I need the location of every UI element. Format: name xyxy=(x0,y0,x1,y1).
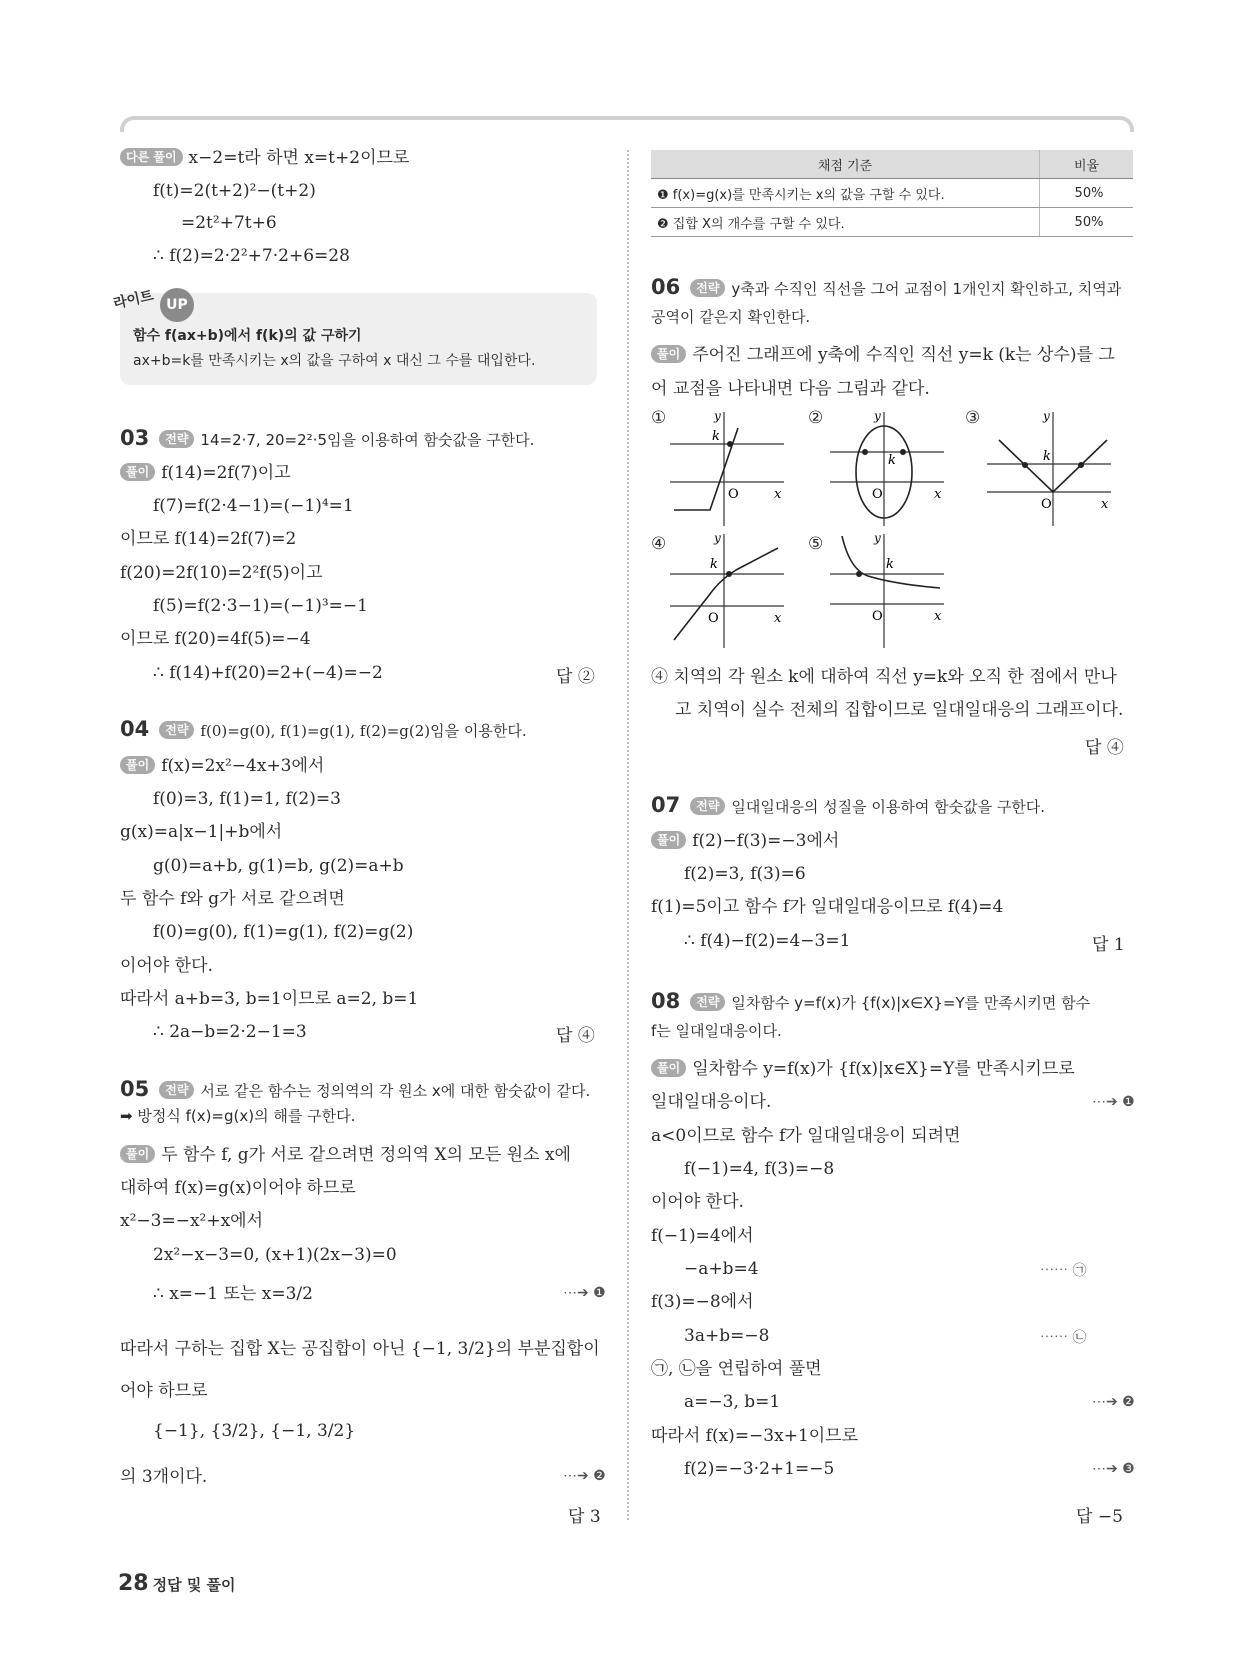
q05-line-2: 대하여 f(x)=g(x)이어야 하므로 xyxy=(120,1178,356,1198)
q08-line-2: 일대일대응이다. xyxy=(651,1092,772,1112)
k-label: k xyxy=(712,429,720,444)
graph-label-2: ② xyxy=(808,408,824,428)
q07-answer: 답 1 xyxy=(1092,935,1125,955)
q08-number: 08 xyxy=(651,989,681,1013)
column-divider xyxy=(627,150,629,1520)
q06-conclusion-1: ④ 치역의 각 원소 k에 대하여 직선 y=k와 오직 한 점에서 만나 xyxy=(651,667,1117,687)
q08-strategy-2: f는 일대일대응이다. xyxy=(651,1022,782,1040)
graph-label-1: ① xyxy=(651,408,667,428)
text: 주어진 그래프에 y축에 수직인 직선 y=k (k는 상수)를 그 xyxy=(692,345,1115,365)
graph-4 xyxy=(668,532,786,650)
k-label: k xyxy=(710,557,718,572)
step-marker-2: ⋯➔ ❷ xyxy=(563,1468,606,1484)
q03-answer: 답 ② xyxy=(556,667,595,687)
q04-line-7: 이어야 한다. xyxy=(120,956,213,976)
solution-badge: 풀이 xyxy=(651,345,686,363)
strategy-badge: 전략 xyxy=(690,993,725,1011)
q05-header xyxy=(120,1078,590,1102)
intersection-point xyxy=(862,449,868,455)
k-label: k xyxy=(1043,449,1051,464)
q06-line-1 xyxy=(651,344,1115,366)
table-row xyxy=(651,179,1133,208)
q08-line-3: a<0이므로 함수 f가 일대일대응이 되려면 xyxy=(651,1126,961,1146)
graph-1 xyxy=(668,410,786,528)
graph-2 xyxy=(828,410,946,528)
solution-badge: 풀이 xyxy=(651,831,686,849)
y-label: y xyxy=(714,410,721,423)
graph-3 xyxy=(985,410,1115,528)
origin-label: O xyxy=(872,609,883,624)
q04-line-9: ∴ 2a−b=2·2−1=3 xyxy=(153,1022,307,1042)
solution-badge: 풀이 xyxy=(120,463,155,481)
table-row xyxy=(651,208,1133,237)
text: 일차함수 y=f(x)가 {f(x)|x∈X}=Y를 만족시키므로 xyxy=(692,1059,1075,1079)
q05-line-8: {−1}, {3/2}, {−1, 3/2} xyxy=(153,1421,356,1441)
q05-line-6: 따라서 구하는 집합 X는 공집합이 아닌 {−1, 3/2}의 부분집합이 xyxy=(120,1339,600,1359)
q03-line-3: 이므로 f(14)=2f(7)=2 xyxy=(120,529,297,549)
x-label: x xyxy=(774,487,782,502)
intersection-point xyxy=(1078,462,1084,468)
strategy-badge: 전략 xyxy=(690,279,725,297)
page-number: 28 xyxy=(118,1571,149,1596)
text: x−2=t라 하면 x=t+2이므로 xyxy=(188,148,410,168)
q06-line-2: 어 교점을 나타내면 다음 그림과 같다. xyxy=(651,379,930,399)
alt-solution-line-3: =2t²+7t+6 xyxy=(181,213,277,233)
q04-line-8: 따라서 a+b=3, b=1이므로 a=2, b=1 xyxy=(120,989,419,1009)
page-footer xyxy=(118,1571,236,1596)
q06-number: 06 xyxy=(651,275,681,299)
q05-line-7: 어야 하므로 xyxy=(120,1381,208,1401)
q04-line-2: f(0)=3, f(1)=1, f(2)=3 xyxy=(153,789,341,809)
y-label: y xyxy=(874,532,881,545)
x-label: x xyxy=(934,487,942,502)
origin-label: O xyxy=(872,487,883,502)
q04-line-5: 두 함수 f와 g가 서로 같으려면 xyxy=(120,889,345,909)
q06-answer: 답 ④ xyxy=(1085,738,1124,758)
intersection-point xyxy=(900,449,906,455)
alt-solution-line-2: f(t)=2(t+2)²−(t+2) xyxy=(153,181,316,201)
q07-number: 07 xyxy=(651,793,681,817)
top-frame-bar xyxy=(120,116,1134,132)
solution-badge: 풀이 xyxy=(651,1059,686,1077)
q04-line-6: f(0)=g(0), f(1)=g(1), f(2)=g(2) xyxy=(153,922,414,942)
q08-line-13: f(2)=−3·2+1=−5 xyxy=(684,1459,835,1479)
q07-line-4: ∴ f(4)−f(2)=4−3=1 xyxy=(684,931,851,951)
q05-line-3: x²−3=−x²+x에서 xyxy=(120,1211,264,1231)
q07-line-3: f(1)=5이고 함수 f가 일대일대응이므로 f(4)=4 xyxy=(651,897,1004,917)
q04-number: 04 xyxy=(120,717,150,741)
strategy-badge: 전략 xyxy=(690,797,725,815)
graph-label-5: ⑤ xyxy=(808,534,824,554)
q03-line-4: f(20)=2f(10)=2²f(5)이고 xyxy=(120,563,323,583)
y-label: y xyxy=(714,532,721,545)
text: f(2)−f(3)=−3에서 xyxy=(692,831,840,851)
q05-line-5: ∴ x=−1 또는 x=3/2 xyxy=(153,1284,313,1304)
x-label: x xyxy=(774,611,782,626)
q03-line-1 xyxy=(120,462,291,484)
grading-ratio: 50% xyxy=(1040,208,1134,237)
q08-line-1 xyxy=(651,1058,1075,1080)
q05-strategy: 서로 같은 함수는 정의역의 각 원소 x에 대한 함숫값이 같다. xyxy=(200,1082,591,1100)
x-label: x xyxy=(1101,497,1109,512)
q06-strategy: y축과 수직인 직선을 그어 교점이 1개인지 확인하고, 치역과 xyxy=(731,280,1122,298)
graph-label-4: ④ xyxy=(651,534,667,554)
intersection-point xyxy=(1022,462,1028,468)
q07-header xyxy=(651,794,1045,818)
q06-conclusion-2: 고 치역이 실수 전체의 집합이므로 일대일대응의 그래프이다. xyxy=(675,700,1124,720)
q08-line-12: 따라서 f(x)=−3x+1이므로 xyxy=(651,1426,859,1446)
q04-answer: 답 ④ xyxy=(556,1026,595,1046)
equation-marker-b: ⋯⋯ ㉡ xyxy=(1040,1330,1087,1346)
q07-line-1 xyxy=(651,830,839,852)
step-marker-1: ⋯➔ ❶ xyxy=(1092,1094,1135,1110)
intersection-point xyxy=(856,571,862,577)
solution-badge: 풀이 xyxy=(120,1145,155,1163)
x-label: x xyxy=(934,609,942,624)
q08-line-9: 3a+b=−8 xyxy=(684,1326,770,1346)
q03-line-7: ∴ f(14)+f(20)=2+(−4)=−2 xyxy=(153,663,383,683)
q08-line-10: ㉠, ㉡을 연립하여 풀면 xyxy=(651,1359,822,1379)
grading-header-ratio: 비율 xyxy=(1040,150,1134,179)
origin-label: O xyxy=(728,487,739,502)
step-marker-2: ⋯➔ ❷ xyxy=(1092,1394,1135,1410)
origin-label: O xyxy=(1041,497,1052,512)
q04-header xyxy=(120,718,527,742)
footer-title: 정답 및 풀이 xyxy=(152,1576,236,1594)
text: f(x)=2x²−4x+3에서 xyxy=(161,756,325,776)
q06-header xyxy=(651,276,1121,300)
text: 두 함수 f, g가 서로 같으려면 정의역 X의 모든 원소 x에 xyxy=(161,1145,571,1165)
alt-solution-badge: 다른 풀이 xyxy=(120,148,183,166)
q08-line-4: f(−1)=4, f(3)=−8 xyxy=(684,1159,835,1179)
q03-line-2: f(7)=f(2·4−1)=(−1)⁴=1 xyxy=(153,496,354,516)
rite-up-label: 라이트 xyxy=(111,287,156,313)
equation-marker-a: ⋯⋯ ㉠ xyxy=(1040,1263,1087,1279)
q08-header xyxy=(651,990,1090,1014)
q03-line-5: f(5)=f(2·3−1)=(−1)³=−1 xyxy=(153,596,368,616)
rite-up-circle: UP xyxy=(160,288,194,322)
k-label: k xyxy=(886,557,894,572)
q08-answer: 답 −5 xyxy=(1076,1507,1123,1527)
graph-label-3: ③ xyxy=(965,408,981,428)
grading-criteria: ❷ 집합 X의 개수를 구할 수 있다. xyxy=(651,208,1040,237)
q03-line-6: 이므로 f(20)=4f(5)=−4 xyxy=(120,629,311,649)
q05-line-1 xyxy=(120,1144,571,1166)
y-label: y xyxy=(1043,410,1050,423)
grading-table xyxy=(651,150,1133,237)
function-curve xyxy=(674,548,778,640)
q04-line-4: g(0)=a+b, g(1)=b, g(2)=a+b xyxy=(153,856,404,876)
graph-5 xyxy=(828,532,946,650)
q07-line-2: f(2)=3, f(3)=6 xyxy=(684,864,806,884)
q07-strategy: 일대일대응의 성질을 이용하여 함숫값을 구한다. xyxy=(731,798,1046,816)
q05-line-4: 2x²−x−3=0, (x+1)(2x−3)=0 xyxy=(153,1245,397,1265)
intersection-point xyxy=(727,441,733,447)
q04-strategy: f(0)=g(0), f(1)=g(1), f(2)=g(2)임을 이용한다. xyxy=(200,722,527,740)
solution-badge: 풀이 xyxy=(120,756,155,774)
grading-header-row xyxy=(651,150,1133,179)
alt-solution-line-1 xyxy=(120,147,409,169)
q08-line-8: f(3)=−8에서 xyxy=(651,1292,754,1312)
y-label: y xyxy=(874,410,881,423)
strategy-badge: 전략 xyxy=(159,1081,194,1099)
q05-number: 05 xyxy=(120,1077,150,1101)
q05-strategy-2: ➡ 방정식 f(x)=g(x)의 해를 구한다. xyxy=(120,1107,356,1125)
strategy-badge: 전략 xyxy=(159,430,194,448)
grading-header-criteria: 채점 기준 xyxy=(651,150,1040,179)
step-marker-3: ⋯➔ ❸ xyxy=(1092,1461,1135,1477)
q08-line-6: f(−1)=4에서 xyxy=(651,1226,754,1246)
alt-solution-line-4: ∴ f(2)=2·2²+7·2+6=28 xyxy=(153,246,350,266)
q08-line-11: a=−3, b=1 xyxy=(684,1392,781,1412)
step-marker-1: ⋯➔ ❶ xyxy=(563,1285,606,1301)
q04-line-1 xyxy=(120,755,324,777)
q04-line-3: g(x)=a|x−1|+b에서 xyxy=(120,822,283,842)
k-label: k xyxy=(888,453,896,468)
q06-strategy-2: 공역이 같은지 확인한다. xyxy=(651,308,811,326)
q05-answer: 답 3 xyxy=(568,1507,601,1527)
grading-ratio: 50% xyxy=(1040,179,1134,208)
q03-number: 03 xyxy=(120,426,150,450)
q08-strategy: 일차함수 y=f(x)가 {f(x)|x∈X}=Y를 만족시키면 함수 xyxy=(731,994,1091,1012)
grading-criteria: ❶ f(x)=g(x)를 만족시키는 x의 값을 구할 수 있다. xyxy=(651,179,1040,208)
rite-up-body: ax+b=k를 만족시키는 x의 값을 구하여 x 대신 그 수를 대입한다. xyxy=(133,353,536,369)
text: f(14)=2f(7)이고 xyxy=(161,463,291,483)
intersection-point xyxy=(726,571,732,577)
q08-line-5: 이어야 한다. xyxy=(651,1192,744,1212)
q03-header xyxy=(120,427,534,451)
rite-up-title: 함수 f(ax+b)에서 f(k)의 값 구하기 xyxy=(133,328,362,344)
strategy-badge: 전략 xyxy=(159,721,194,739)
q08-line-7: −a+b=4 xyxy=(684,1259,759,1279)
origin-label: O xyxy=(708,611,719,626)
q03-strategy: 14=2·7, 20=2²·5임을 이용하여 함숫값을 구한다. xyxy=(200,431,535,449)
q05-line-9: 의 3개이다. xyxy=(120,1467,208,1487)
